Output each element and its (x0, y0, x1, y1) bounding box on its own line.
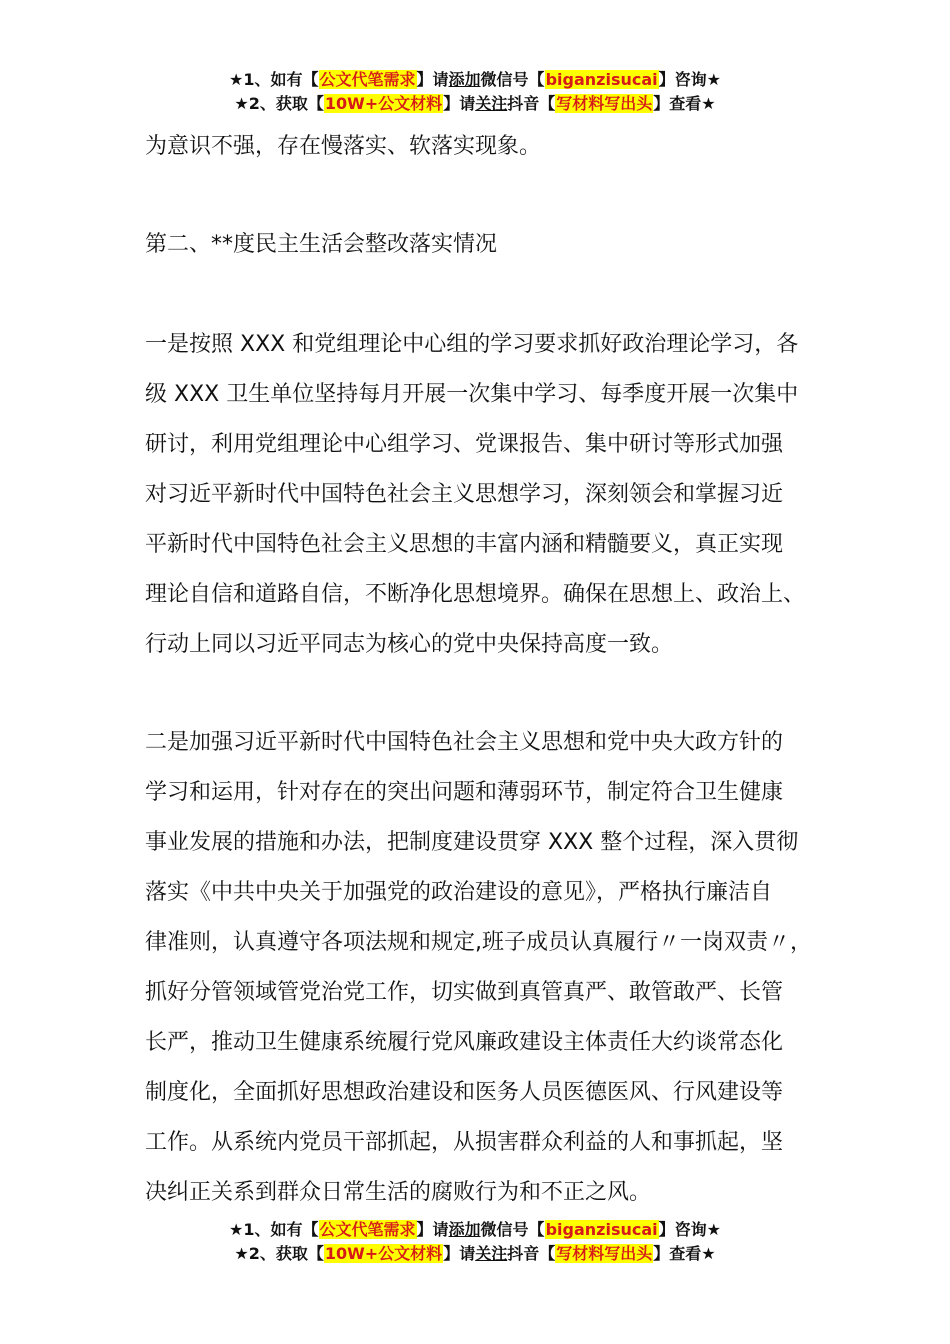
paragraph-line: 工作。从系统内党员干部抓起，从损害群众利益的人和事抓起，坚 (145, 1130, 784, 1155)
banner-text: ★2、获取【 (234, 1244, 324, 1263)
paragraph-line: 研讨，利用党组理论中心组学习、党课报告、集中研讨等形式加强 (145, 432, 784, 457)
paragraph-line: 制度化，全面抓好思想政治建设和医务人员医德医风、行风建设等 (145, 1080, 784, 1105)
banner-text: 抖音【 (507, 94, 556, 113)
banner-text: 】咨询★ (658, 70, 721, 89)
paragraph-line: 长严，推动卫生健康系统履行党风廉政建设主体责任大约谈常态化 (145, 1030, 784, 1055)
highlight-text: 10W+公文材料 (324, 1244, 443, 1263)
paragraph-line: 对习近平新时代中国特色社会主义思想学习，深刻领会和掌握习近 (145, 482, 784, 507)
banner-text: ★1、如有【 (229, 1220, 319, 1239)
highlight-text: 10W+公文材料 (324, 94, 443, 113)
highlight-text: 公文代笔需求 (319, 70, 416, 89)
banner-text: 】请 (443, 94, 476, 113)
section-heading-block (145, 220, 815, 270)
banner-text: 】查看★ (653, 1244, 716, 1263)
paragraph-line: 抓好分管领域管党治党工作，切实做到真管真严、敢管敢严、长管 (145, 980, 784, 1005)
underlined-text: 添加 (448, 70, 481, 89)
banner-text: 】查看★ (653, 94, 716, 113)
top-banner (0, 68, 950, 116)
banner-text: 】请 (443, 1244, 476, 1263)
banner-text: 】请 (416, 1220, 449, 1239)
paragraph-2 (145, 718, 815, 1218)
banner-line-1 (0, 68, 950, 92)
paragraph-line: 理论自信和道路自信，不断净化思想境界。确保在思想上、政治上、 (145, 582, 806, 607)
document-body (145, 122, 815, 172)
banner-text: 】咨询★ (658, 1220, 721, 1239)
underlined-text: 关注 (475, 94, 508, 113)
paragraph-line: 二是加强习近平新时代中国特色社会主义思想和党中央大政方针的 (145, 730, 784, 755)
banner-text: 微信号【 (480, 1220, 545, 1239)
underlined-text: 添加 (448, 1220, 481, 1239)
banner-text: 】请 (416, 70, 449, 89)
banner-text: ★2、获取【 (234, 94, 324, 113)
paragraph-line: 一是按照 XXX 和党组理论中心组的学习要求抓好政治理论学习，各 (145, 332, 799, 357)
paragraph-line: 学习和运用，针对存在的突出问题和薄弱环节，制定符合卫生健康 (145, 780, 784, 805)
highlight-text: biganzisucai (545, 70, 658, 89)
paragraph-line: 平新时代中国特色社会主义思想的丰富内涵和精髓要义，真正实现 (145, 532, 784, 557)
paragraph-line: 决纠正关系到群众日常生活的腐败行为和不正之风。 (145, 1180, 652, 1205)
underlined-text: 关注 (475, 1244, 508, 1263)
banner-text: 抖音【 (507, 1244, 556, 1263)
highlight-text: biganzisucai (545, 1220, 658, 1239)
paragraph-line: 落实《中共中央关于加强党的政治建设的意见》，严格执行廉洁自 (145, 880, 773, 905)
banner-line-2 (0, 92, 950, 116)
continuation-line: 为意识不强，存在慢落实、软落实现象。 (145, 134, 542, 159)
highlight-text: 写材料写出头 (556, 1244, 653, 1263)
highlight-text: 写材料写出头 (556, 94, 653, 113)
bottom-banner (0, 1218, 950, 1266)
section-heading: 第二、**度民主生活会整改落实情况 (145, 232, 498, 257)
banner-text: ★1、如有【 (229, 70, 319, 89)
paragraph-line: 律准则，认真遵守各项法规和规定,班子成员认真履行〃一岗双责〃， (145, 930, 812, 955)
paragraph-1 (145, 320, 815, 670)
paragraph-line: 事业发展的措施和办法，把制度建设贯穿 XXX 整个过程，深入贯彻 (145, 830, 799, 855)
banner-line-1 (0, 1218, 950, 1242)
banner-line-2 (0, 1242, 950, 1266)
paragraph-line: 行动上同以习近平同志为核心的党中央保持高度一致。 (145, 632, 674, 657)
paragraph-line: 级 XXX 卫生单位坚持每月开展一次集中学习、每季度开展一次集中 (145, 382, 799, 407)
banner-text: 微信号【 (480, 70, 545, 89)
highlight-text: 公文代笔需求 (319, 1220, 416, 1239)
